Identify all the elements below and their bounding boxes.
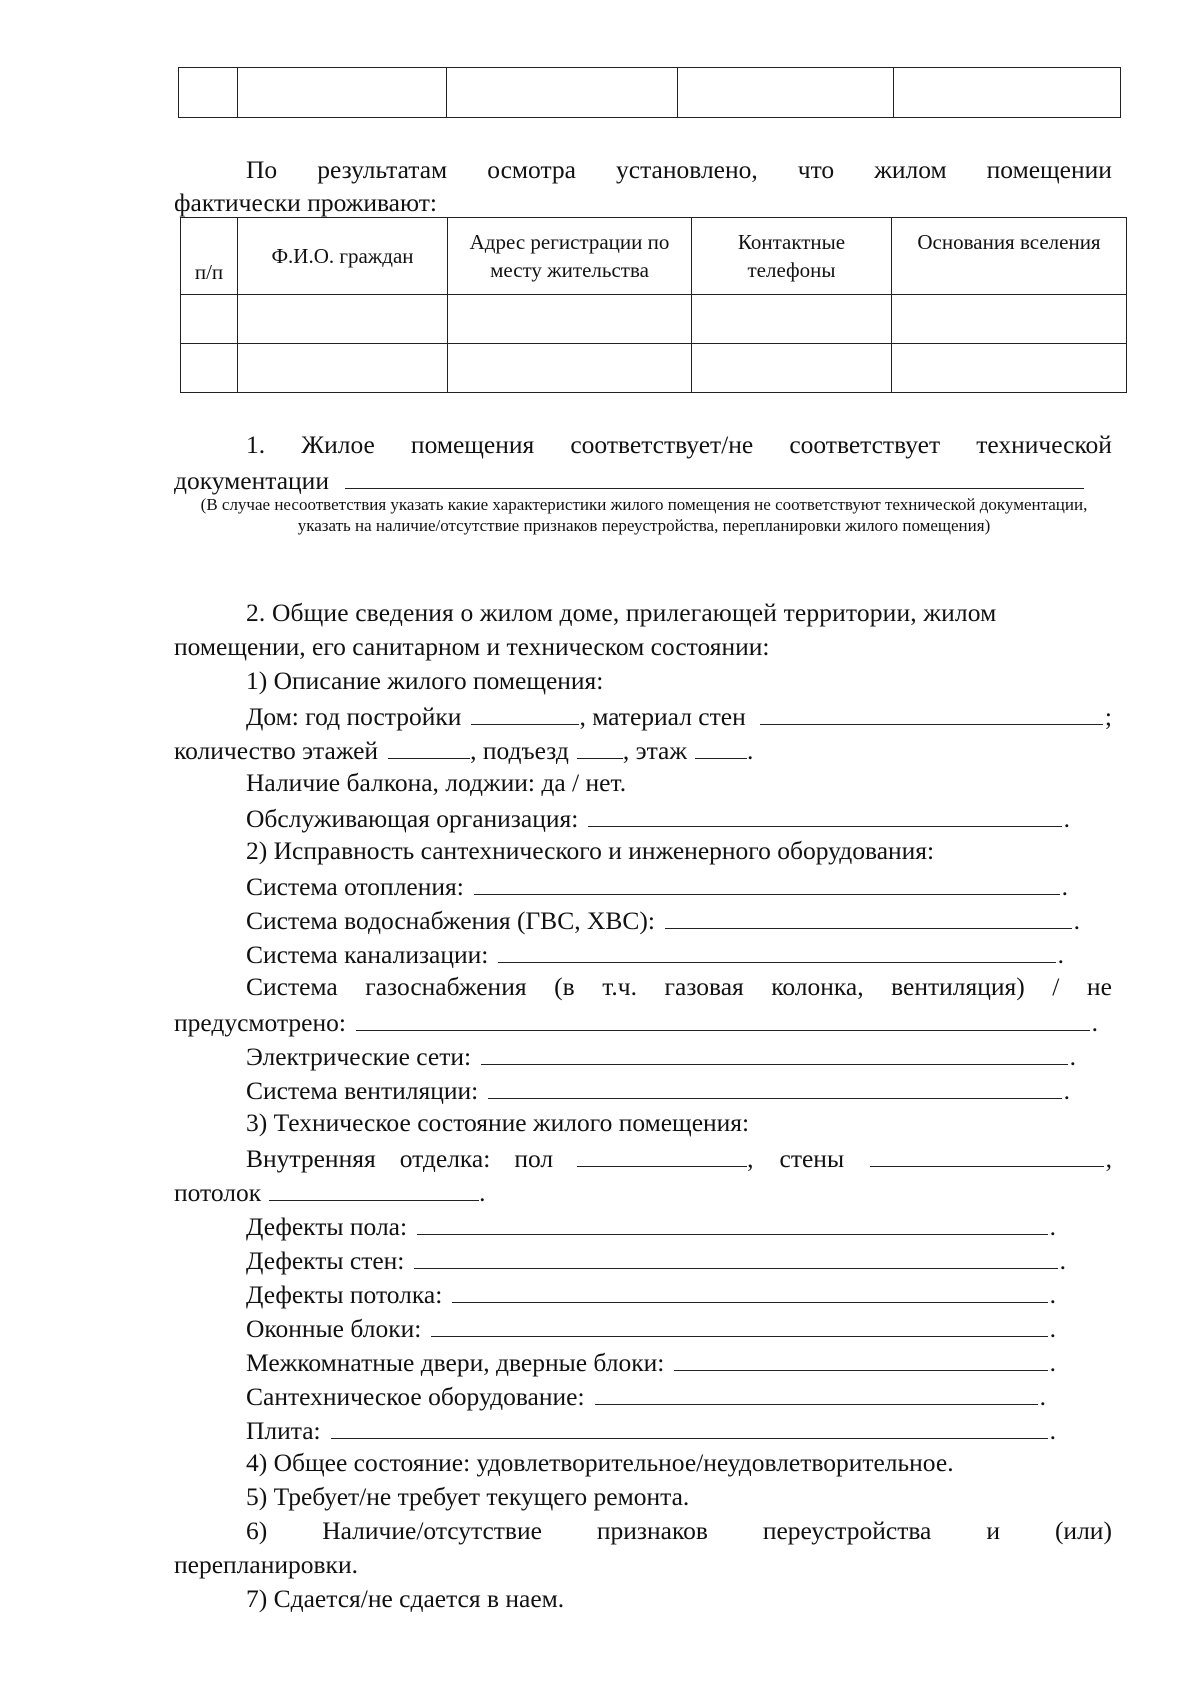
entrance-blank — [577, 732, 623, 759]
doors-blank — [674, 1344, 1047, 1371]
stove-label: Плита: — [246, 1416, 321, 1445]
item1-note: (В случае несоответствия указать какие характеристики жилого помещения не соответствуют технической документации, указать на наличие/отсутствие признаков переустройства, перепланировки жилого помещения) — [200, 495, 1088, 535]
gas-word: газоснабжения — [365, 972, 527, 1001]
gas-line-2: предусмотрено: . — [174, 1004, 1098, 1040]
col-header-number: п/п — [181, 218, 238, 295]
floors-row — [174, 732, 753, 768]
table-row — [181, 295, 1127, 344]
heating-label: Система отопления: — [246, 872, 464, 901]
gas-label: предусмотрено: — [174, 1008, 346, 1037]
table-cell — [181, 295, 238, 344]
item1-blank-line — [345, 462, 1084, 489]
ceiling-defects-row: Дефекты потолка: . — [246, 1276, 1056, 1312]
table-cell — [892, 344, 1127, 393]
intro-line-2: фактически проживают: — [174, 188, 437, 217]
floor-finish-blank — [577, 1140, 747, 1167]
item1-word: 1. — [246, 430, 266, 459]
intro-word: результатам — [317, 155, 448, 184]
semicolon-mark: ; — [1104, 702, 1112, 731]
gas-word: не — [1086, 972, 1112, 1001]
ventilation-label: Система вентиляции: — [246, 1076, 479, 1105]
ventilation-blank — [488, 1072, 1061, 1099]
gas-blank — [356, 1004, 1090, 1031]
table-cell — [238, 344, 448, 393]
balcony-line: Наличие балкона, лоджии: да / нет. — [246, 768, 627, 797]
gas-word: газовая — [664, 972, 744, 1001]
wall-defects-blank — [414, 1242, 1057, 1269]
table-cell — [892, 295, 1127, 344]
service-org-blank — [588, 800, 1061, 827]
floors-label: количество этажей — [174, 736, 379, 765]
subsection-5: 5) Требует/не требует текущего ремонта. — [246, 1482, 690, 1511]
sub6-word: (или) — [1054, 1516, 1112, 1545]
interior-word: отделка: — [399, 1144, 491, 1173]
table-cell — [692, 344, 892, 393]
doors-row: Межкомнатные двери, дверные блоки: . — [246, 1344, 1056, 1380]
house-year-row — [246, 698, 1112, 734]
table-cell — [238, 68, 447, 118]
subsection-7: 7) Сдается/не сдается в наем. — [246, 1584, 565, 1613]
walls-finish-blank — [870, 1140, 1104, 1167]
table-cell — [238, 295, 448, 344]
ceiling-defects-label: Дефекты потолка: — [246, 1280, 443, 1309]
top-partial-table — [178, 67, 1121, 118]
windows-label: Оконные блоки: — [246, 1314, 422, 1343]
house-year-label: Дом: год постройки — [246, 702, 462, 731]
ceiling-row: потолок . — [174, 1174, 486, 1210]
sewer-label: Система канализации: — [246, 940, 489, 969]
subsection-4: 4) Общее состояние: удовлетворительное/неудовлетворительное. — [246, 1448, 954, 1477]
item1-word: соответствует/не — [570, 430, 754, 459]
electric-label: Электрические сети: — [246, 1042, 472, 1071]
floor-blank — [695, 732, 747, 759]
item1-word: соответствует — [789, 430, 941, 459]
period-mark: . — [746, 736, 754, 765]
plumbing-blank — [595, 1378, 1038, 1405]
walls-material-label: , материал стен — [579, 702, 746, 731]
intro-word: жилом — [874, 155, 947, 184]
stove-row: Плита: . — [246, 1412, 1056, 1448]
subsection-1-title: 1) Описание жилого помещения: — [246, 666, 604, 695]
interior-word: пол — [514, 1144, 554, 1173]
floor-defects-blank — [417, 1208, 1048, 1235]
table-cell — [448, 295, 692, 344]
intro-word: осмотра — [487, 155, 576, 184]
subsection-2-title: 2) Исправность сантехнического и инженерного оборудования: — [246, 836, 935, 865]
intro-line-1 — [246, 153, 1112, 187]
gas-line-1 — [246, 970, 1112, 1004]
gas-word: (в — [554, 972, 575, 1001]
stove-blank — [331, 1412, 1048, 1439]
table-cell — [447, 68, 678, 118]
floor-defects-row: Дефекты пола: . — [246, 1208, 1056, 1244]
interior-row: Внутренняя отделка: пол , стены , — [246, 1140, 1112, 1176]
intro-word: что — [797, 155, 835, 184]
subsection-6-line-2: перепланировки. — [174, 1550, 358, 1579]
col-header-name: Ф.И.О. граждан — [238, 218, 448, 295]
table-cell — [181, 344, 238, 393]
item1-line-2 — [174, 462, 1086, 498]
interior-word: Внутренняя — [246, 1144, 376, 1173]
table-header-row — [181, 218, 1127, 295]
ceiling-label: потолок — [174, 1178, 262, 1207]
floor-label: , этаж — [622, 736, 687, 765]
walls-material-blank — [760, 698, 1103, 725]
service-org-row: Обслуживающая организация: . — [246, 800, 1070, 836]
water-label: Система водоснабжения (ГВС, ХВС): — [246, 906, 655, 935]
col-header-address: Адрес регистрации по месту жительства — [448, 218, 692, 295]
floors-blank — [388, 732, 470, 759]
sub6-word: 6) — [246, 1516, 268, 1545]
item2-heading-line-1: 2. Общие сведения о жилом доме, прилегающей территории, жилом — [246, 598, 997, 627]
electric-blank — [481, 1038, 1068, 1065]
residents-table — [180, 217, 1127, 393]
house-year-blank — [471, 698, 579, 725]
table-cell — [678, 68, 894, 118]
sub6-word: переустройства — [762, 1516, 932, 1545]
water-row: Система водоснабжения (ГВС, ХВС): . — [246, 902, 1080, 938]
electric-row: Электрические сети: . — [246, 1038, 1076, 1074]
water-blank — [665, 902, 1072, 929]
sub6-word: и — [986, 1516, 1000, 1545]
heating-blank — [474, 868, 1060, 895]
item1-word: технической — [976, 430, 1112, 459]
windows-row: Оконные блоки: . — [246, 1310, 1056, 1346]
wall-defects-label: Дефекты стен: — [246, 1246, 405, 1275]
windows-blank — [431, 1310, 1047, 1337]
plumbing-row: Сантехническое оборудование: . — [246, 1378, 1046, 1414]
plumbing-label: Сантехническое оборудование: — [246, 1382, 585, 1411]
sub6-word: Наличие/отсутствие — [322, 1516, 542, 1545]
ventilation-row: Система вентиляции: . — [246, 1072, 1070, 1108]
table-cell — [448, 344, 692, 393]
gas-word: т.ч. — [602, 972, 638, 1001]
service-org-label: Обслуживающая организация: — [246, 804, 579, 833]
intro-word: помещении — [986, 155, 1112, 184]
intro-word: По — [246, 155, 278, 184]
intro-word: установлено, — [616, 155, 758, 184]
floor-defects-label: Дефекты пола: — [246, 1212, 408, 1241]
col-header-grounds: Основания вселения — [892, 218, 1127, 295]
ceiling-defects-blank — [452, 1276, 1047, 1303]
subsection-6-line-1 — [246, 1514, 1112, 1548]
doors-label: Межкомнатные двери, дверные блоки: — [246, 1348, 665, 1377]
entrance-label: , подъезд — [470, 736, 569, 765]
item1-word: помещения — [410, 430, 535, 459]
item1-word: Жилое — [301, 430, 375, 459]
sewer-row: Система канализации: . — [246, 936, 1064, 972]
item1-label: документации — [174, 466, 329, 495]
item2-heading-line-2: помещении, его санитарном и техническом состоянии: — [174, 632, 770, 661]
gas-word: колонка, — [771, 972, 864, 1001]
table-row — [181, 344, 1127, 393]
gas-word: / — [1052, 972, 1060, 1001]
table-cell — [692, 295, 892, 344]
col-header-phones: Контактные телефоны — [692, 218, 892, 295]
sewer-blank — [498, 936, 1055, 963]
walls-finish-label: стены — [779, 1144, 845, 1173]
table-cell — [894, 68, 1121, 118]
subsection-3-title: 3) Техническое состояние жилого помещения: — [246, 1108, 750, 1137]
gas-word: вентиляция) — [891, 972, 1025, 1001]
heating-row: Система отопления: . — [246, 868, 1068, 904]
wall-defects-row: Дефекты стен: . — [246, 1242, 1066, 1278]
gas-word: Система — [246, 972, 338, 1001]
table-cell — [179, 68, 238, 118]
ceiling-blank — [269, 1174, 479, 1201]
item1-line-1 — [246, 428, 1112, 462]
sub6-word: признаков — [596, 1516, 708, 1545]
